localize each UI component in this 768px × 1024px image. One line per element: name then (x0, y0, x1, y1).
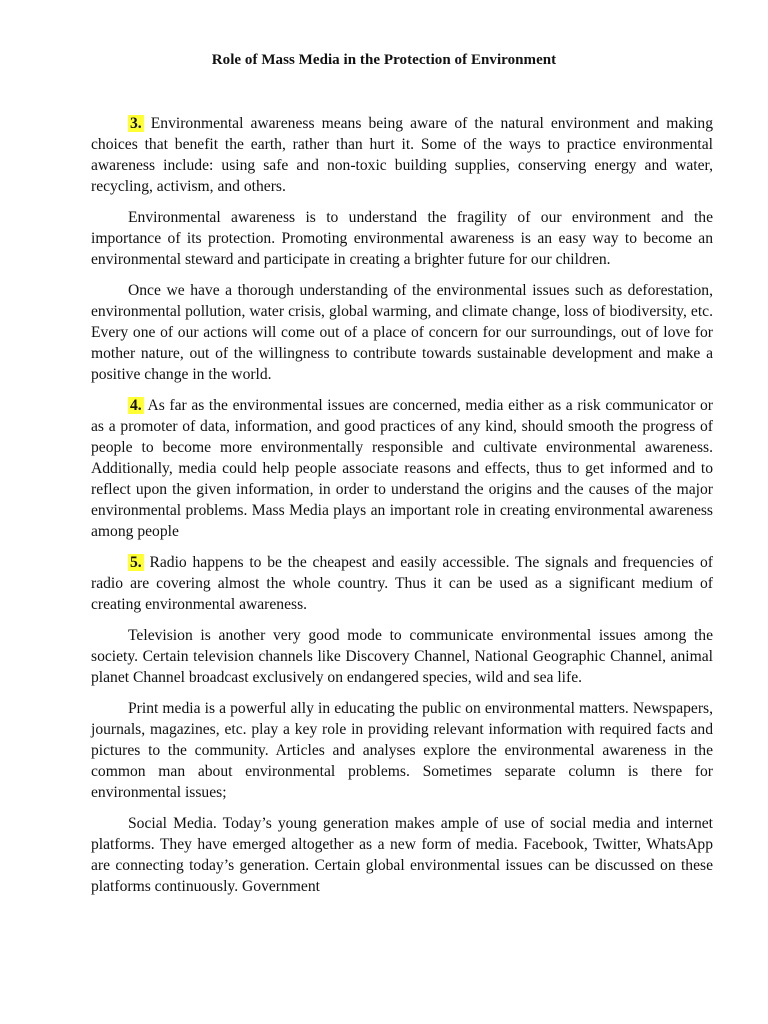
paragraph-text: Environmental awareness means being aware of the natural environment and making choices that benefit the earth, rather than hurt it. Some of the ways to practice environmental awareness include: using safe and non-toxic building supplies, conserving energy and water, recycling, activism, and others. (91, 115, 713, 195)
document-body (91, 113, 713, 907)
document-title: Role of Mass Media in the Protection of Environment (211, 52, 557, 68)
paragraph-number-highlight: 5. (130, 554, 142, 571)
paragraph-number-highlight: 3. (130, 115, 142, 132)
paragraph-number-highlight: 4. (130, 397, 142, 414)
paragraph-text: Radio happens to be the cheapest and easily accessible. The signals and frequencies of radio are covering almost the whole country. Thus it can be used as a significant medium of creating environmental awareness. (91, 554, 713, 613)
paragraph-text: Social Media. Today’s young generation makes ample of use of social media and internet platforms. They have emerged altogether as a new form of media. Facebook, Twitter, WhatsApp are connecting today’s generation. Certain global environmental issues can be discussed on these platforms continuously. Government (91, 815, 713, 895)
paragraph-text: Television is another very good mode to communicate environmental issues among the society. Certain television channels like Discovery Channel, National Geographic Channel, animal planet Channel broadcast exclusively on endangered species, wild and sea life. (91, 627, 713, 686)
paragraph-text: Once we have a thorough understanding of the environmental issues such as deforestation, environmental pollution, water crisis, global warming, and climate change, loss of biodiversity, etc. Every one of our actions will come out of a place of concern for our surroundings, out of love for mother nature, out of the willingness to contribute towards sustainable development and make a positive change in the world. (91, 282, 713, 383)
paragraph-4 (91, 395, 713, 542)
paragraph (91, 698, 713, 803)
paragraph-text: Print media is a powerful ally in educating the public on environmental matters. Newspapers, journals, magazines, etc. play a key role in providing relevant information with required facts and pictures to the community. Articles and analyses explore the environmental awareness in the common man about environmental problems. Sometimes separate column is there for environmental issues; (91, 700, 713, 801)
paragraph (91, 625, 713, 688)
paragraph-5 (91, 552, 713, 615)
paragraph (91, 207, 713, 270)
paragraph-3 (91, 113, 713, 197)
paragraph-text: As far as the environmental issues are concerned, media either as a risk communicator or as a promoter of data, information, and good practices of any kind, should smooth the progress of people to become more environmentally responsible and cultivate environmental awareness. Additionally, media could help people associate reasons and effects, thus to get informed and to reflect upon the given information, in order to understand the origins and the causes of the major environmental problems. Mass Media plays an important role in creating environmental awareness among people (91, 397, 713, 540)
paragraph (91, 280, 713, 385)
paragraph (91, 813, 713, 897)
paragraph-text: Environmental awareness is to understand the fragility of our environment and the importance of its protection. Promoting environmental awareness is an easy way to become an environmental steward and participate in creating a brighter future for our children. (91, 209, 713, 268)
